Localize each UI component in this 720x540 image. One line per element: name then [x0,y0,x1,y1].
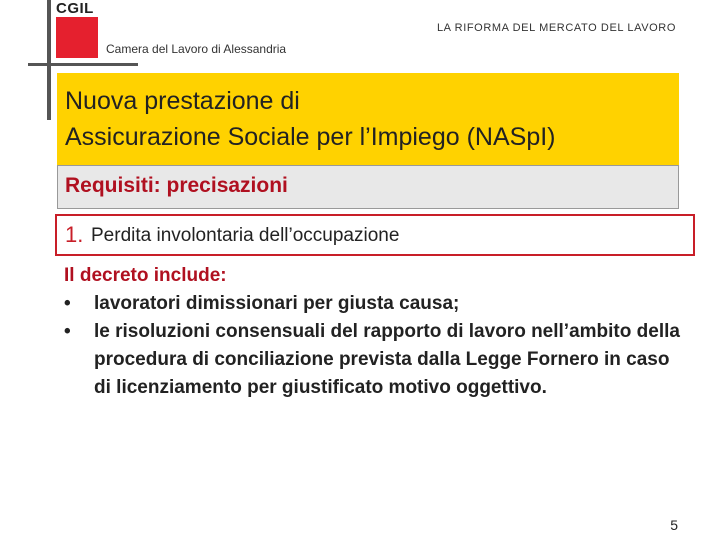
list-item [64,318,684,402]
requirement-box [55,214,695,256]
bullet-text: le risoluzioni consensuali del rapporto di lavoro nell’ambito della procedura di conciliazione prevista dalla Legge Fornero in caso di licenziamento per giustificato motivo oggettivo. [94,321,680,398]
bullet-list [64,290,684,402]
intro-text: Il decreto include: [64,265,227,286]
slide-title [65,83,556,155]
requirement-text: Perdita involontaria dell’occupazione [91,225,400,246]
slide-subtitle: Requisiti: precisazioni [65,174,288,197]
header-title: LA RIFORMA DEL MERCATO DEL LAVORO [436,22,676,34]
logo-text: CGIL [56,0,94,17]
bullet-icon: • [64,321,71,342]
requirement-number: 1. [65,222,84,247]
page-number: 5 [670,517,678,533]
list-item [64,290,684,318]
logo-red-square [56,17,98,58]
title-box [57,73,679,165]
slide-title-line-1: Nuova prestazione di [65,87,300,115]
slide-title-line-2: Assicurazione Sociale per l’Impiego (NASpI) [65,123,556,151]
decorative-vertical-line [47,0,51,120]
organization-name: Camera del Lavoro di Alessandria [106,42,287,56]
subtitle-box [57,165,679,209]
bullet-icon: • [64,293,71,314]
bullet-text: lavoratori dimissionari per giusta causa; [94,293,460,314]
body-content [64,262,684,402]
decorative-horizontal-line [28,63,138,66]
